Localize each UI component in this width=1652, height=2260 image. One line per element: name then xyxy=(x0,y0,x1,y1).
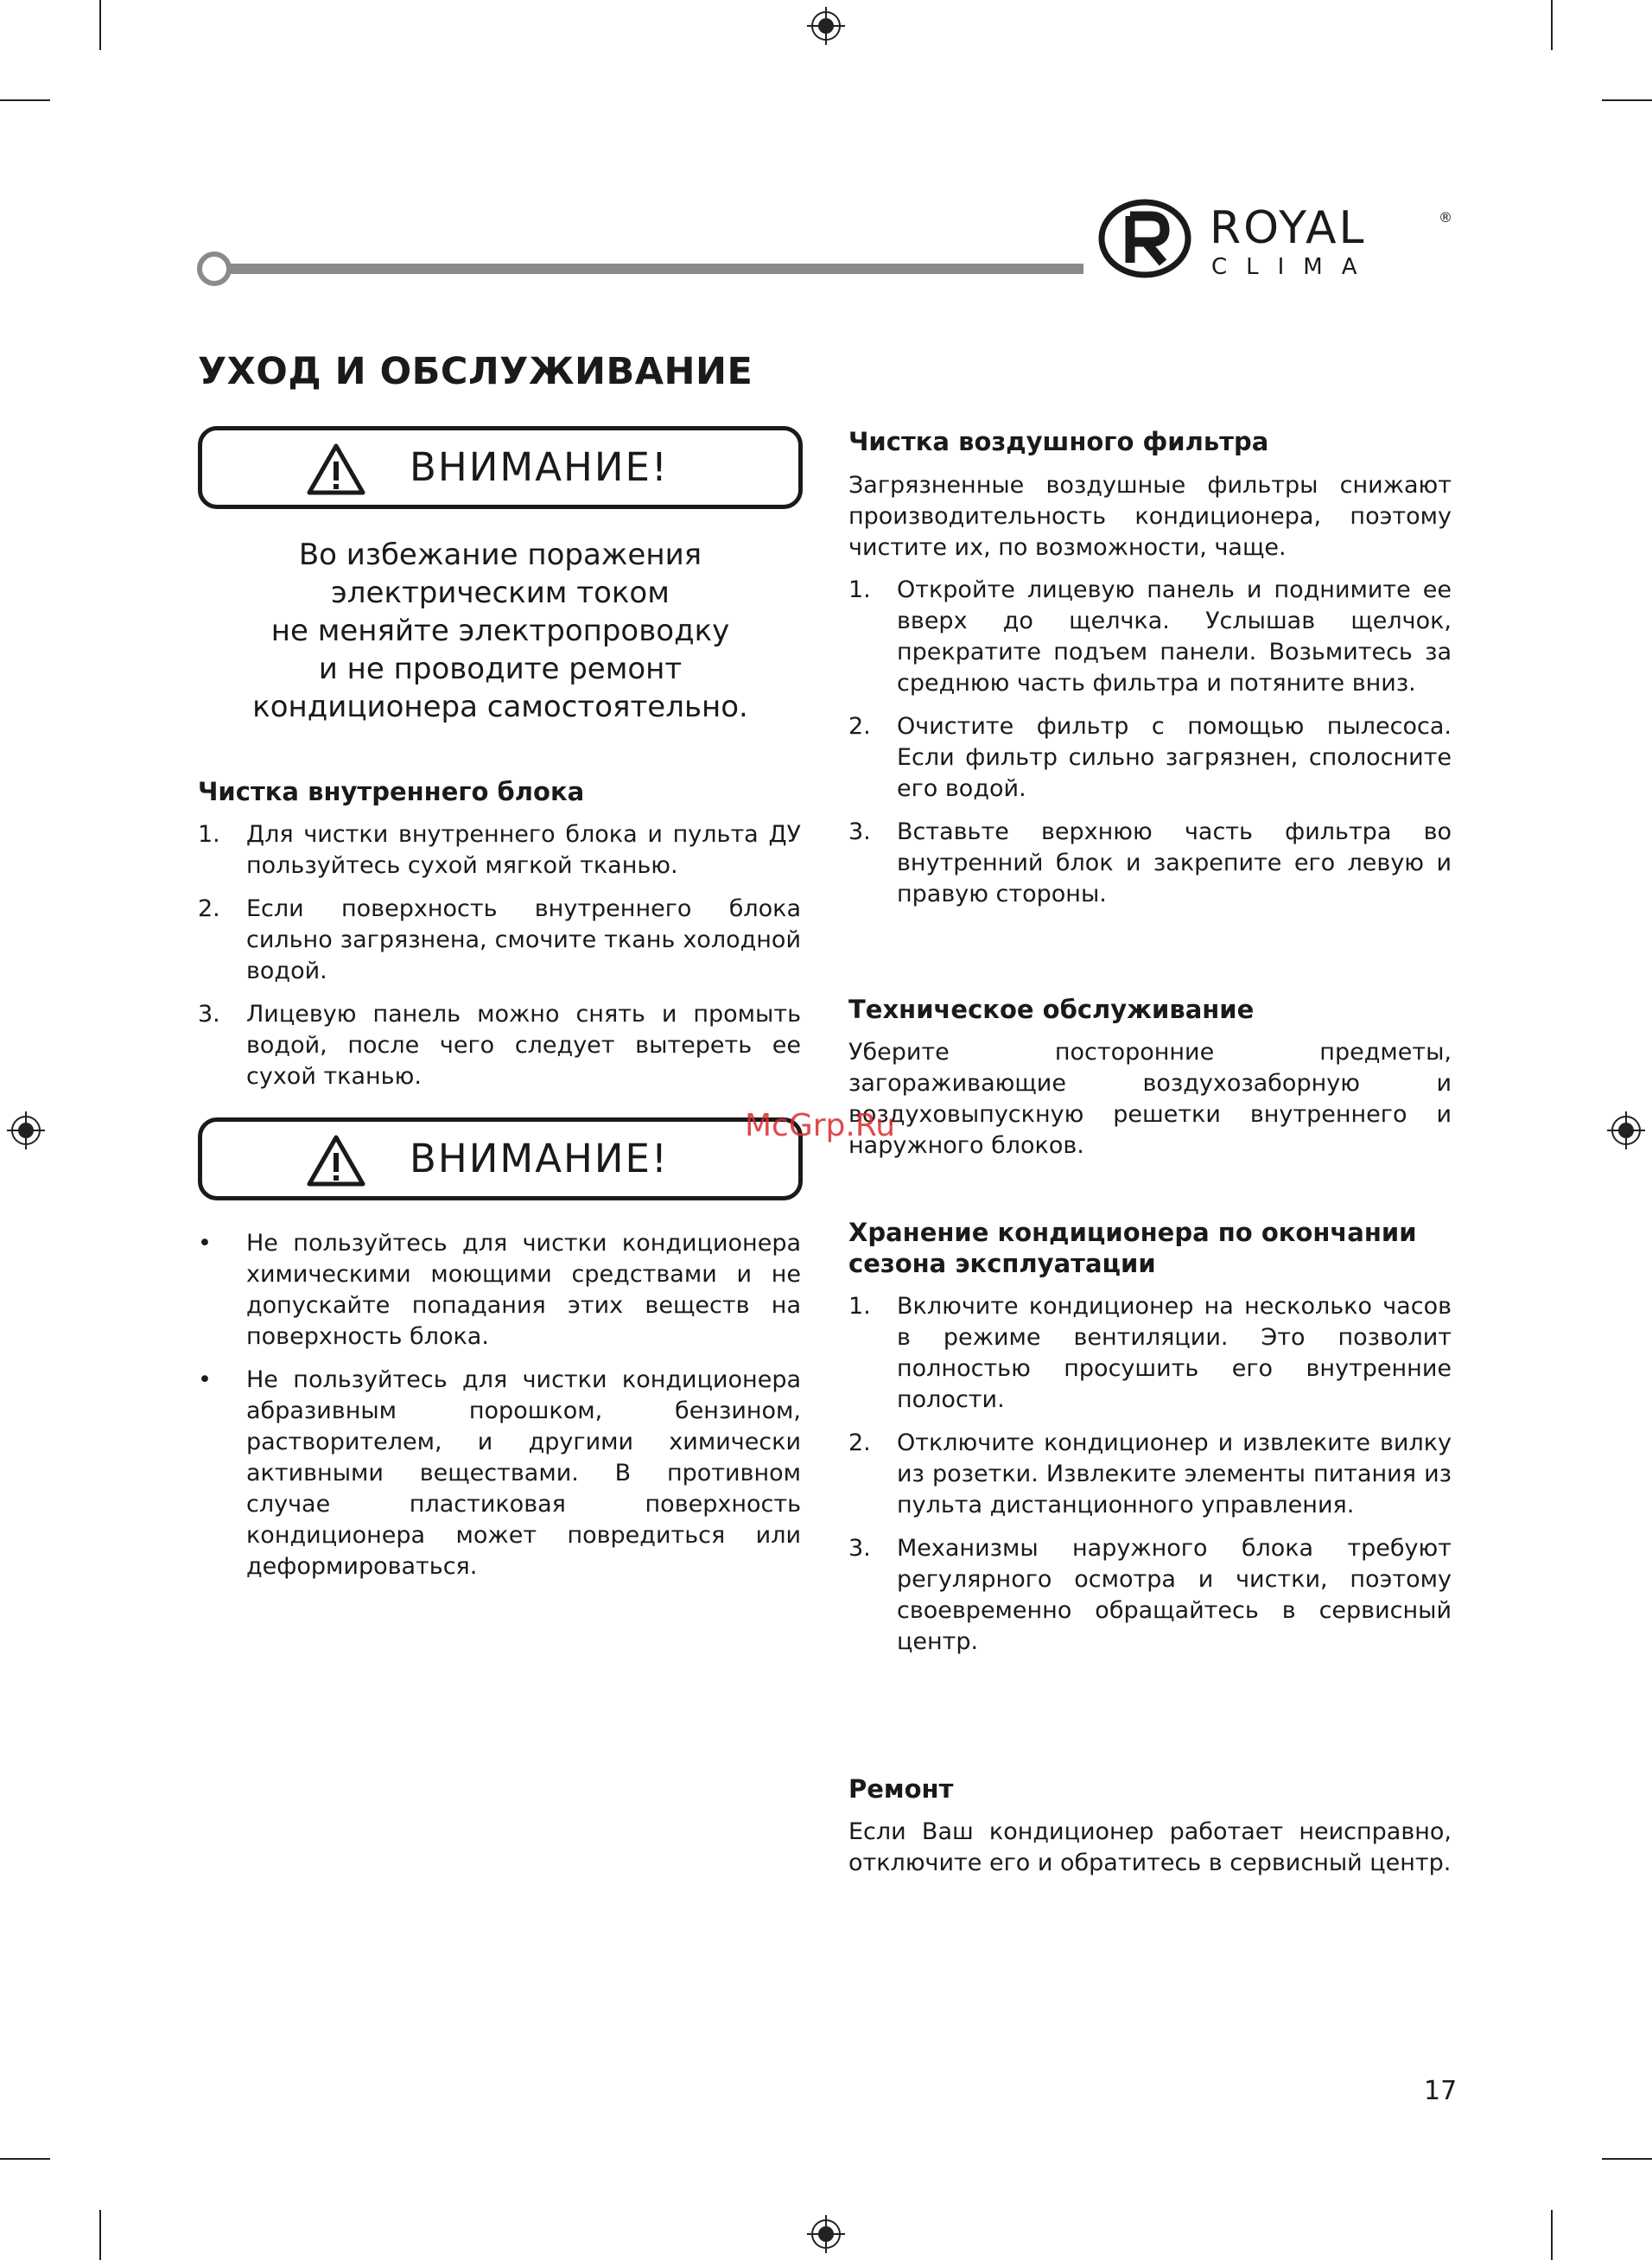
item-number: 1. xyxy=(848,576,871,603)
section-heading-indoor-cleaning: Чистка внутреннего блока xyxy=(198,777,585,806)
bullet: • xyxy=(198,1230,212,1257)
watermark: McGrp.Ru xyxy=(745,1108,896,1143)
item-text: Не пользуйтесь для чистки кондиционера химическими моющими средствами и не допускайте попадания этих веществ на поверхность блока. xyxy=(246,1230,801,1350)
registration-mark-icon xyxy=(1607,1111,1645,1149)
item-number: 2. xyxy=(848,713,871,740)
crop-mark xyxy=(1602,2158,1652,2160)
section-heading-filter-cleaning: Чистка воздушного фильтра xyxy=(848,427,1269,456)
storage-title-line: Хранение кондиционера по окончании xyxy=(848,1218,1417,1247)
header-rule xyxy=(213,264,1083,274)
item-text: Отключите кондиционер и извлеките вилку из розетки. Извлеките элементы питания из пульта дистанционного управления. xyxy=(897,1429,1452,1518)
indoor-cleaning-list xyxy=(198,819,801,1092)
warning-message xyxy=(198,536,803,726)
item-number: 2. xyxy=(198,895,220,922)
warning-line: кондиционера самостоятельно. xyxy=(252,690,748,724)
item-number: 3. xyxy=(848,1535,871,1562)
warning-line: электрическим током xyxy=(331,576,670,610)
crop-mark xyxy=(1602,99,1652,101)
maintenance-text: Уберите посторонние предметы, загораживающие воздухозаборную и воздуховыпускную решетки внутреннего и наружного блоков. xyxy=(848,1039,1452,1159)
warning-triangle-icon xyxy=(306,442,366,496)
section-heading-storage xyxy=(848,1217,1417,1279)
registration-mark-icon xyxy=(807,2215,845,2253)
list-item xyxy=(848,575,1452,699)
item-text: Не пользуйтесь для чистки кондиционера абразивным порошком, бензином, растворителем, и другими химически активными веществами. В противном случае пластиковая поверхность кондиционера может повредиться или деформироваться. xyxy=(246,1366,801,1580)
repair-text: Если Ваш кондиционер работает неисправно, отключите его и обратитесь в сервисный центр. xyxy=(848,1818,1452,1876)
filter-cleaning-list xyxy=(848,575,1452,910)
list-item xyxy=(848,711,1452,805)
list-item xyxy=(198,1228,801,1353)
crop-mark xyxy=(1551,0,1553,50)
item-text: Механизмы наружного блока требуют регулярного осмотра и чистки, поэтому своевременно обращайтесь в сервисный центр. xyxy=(897,1535,1452,1655)
list-item xyxy=(198,999,801,1092)
logo-registered-mark: ® xyxy=(1439,209,1452,226)
header-ring xyxy=(197,251,232,286)
brand-logo xyxy=(1097,197,1460,283)
logo-word-royal: ROYAL xyxy=(1210,202,1367,254)
crop-mark xyxy=(0,2158,50,2160)
item-text: Откройте лицевую панель и поднимите ее вверх до щелчка. Услышав щелчок, прекратите подъем панели. Возьмитесь за среднюю часть фильтра и потяните вниз. xyxy=(897,576,1452,697)
bullet: • xyxy=(198,1366,212,1393)
warning-line: и не проводите ремонт xyxy=(318,652,683,686)
item-text: Вставьте верхнюю часть фильтра во внутренний блок и закрепите его левую и правую стороны. xyxy=(897,818,1452,907)
page-number: 17 xyxy=(1424,2076,1458,2106)
list-item xyxy=(848,1428,1452,1521)
warning-box xyxy=(198,1117,803,1200)
crop-mark xyxy=(99,2210,101,2260)
storage-list xyxy=(848,1291,1452,1658)
item-number: 1. xyxy=(198,821,220,848)
list-item xyxy=(848,817,1452,910)
warning-bullet-list xyxy=(198,1228,801,1582)
section-heading-maintenance: Техническое обслуживание xyxy=(848,995,1255,1024)
registration-mark-icon xyxy=(807,7,845,45)
royal-r-logo-icon xyxy=(1097,197,1192,280)
item-text: Если поверхность внутреннего блока сильно загрязнена, смочите ткань холодной водой. xyxy=(246,895,801,984)
warning-box xyxy=(198,426,803,509)
warning-triangle-icon xyxy=(306,1134,366,1187)
filter-intro: Загрязненные воздушные фильтры снижают производительность кондиционера, поэтому чистите их, по возможности, чаще. xyxy=(848,472,1452,561)
item-number: 2. xyxy=(848,1429,871,1456)
warning-label: ВНИМАНИЕ! xyxy=(410,1136,669,1181)
crop-mark xyxy=(99,0,101,50)
page-title: УХОД И ОБСЛУЖИВАНИЕ xyxy=(198,350,753,393)
crop-mark xyxy=(0,99,50,101)
list-item xyxy=(198,894,801,987)
item-text: Для чистки внутреннего блока и пульта ДУ пользуйтесь сухой мягкой тканью. xyxy=(246,821,801,879)
item-text: Включите кондиционер на несколько часов в режиме вентиляции. Это позволит полностью просушить его внутренние полости. xyxy=(897,1293,1452,1413)
list-item xyxy=(198,819,801,882)
warning-line: не меняйте электропроводку xyxy=(270,614,730,648)
crop-mark xyxy=(1551,2210,1553,2260)
section-heading-repair: Ремонт xyxy=(848,1774,954,1804)
list-item xyxy=(848,1291,1452,1416)
warning-label: ВНИМАНИЕ! xyxy=(410,444,669,490)
list-item xyxy=(198,1365,801,1582)
item-text: Лицевую панель можно снять и промыть водой, после чего следует вытереть ее сухой тканью. xyxy=(246,1001,801,1090)
storage-title-line: сезона эксплуатации xyxy=(848,1249,1156,1278)
list-item xyxy=(848,1533,1452,1658)
registration-mark-icon xyxy=(7,1111,45,1149)
warning-line: Во избежание поражения xyxy=(298,538,702,572)
item-number: 3. xyxy=(848,818,871,845)
item-text: Очистите фильтр с помощью пылесоса. Если фильтр сильно загрязнен, сполосните его водой. xyxy=(897,713,1452,802)
item-number: 3. xyxy=(198,1001,220,1028)
item-number: 1. xyxy=(848,1293,871,1320)
logo-word-clima: CLIMA xyxy=(1211,254,1376,280)
